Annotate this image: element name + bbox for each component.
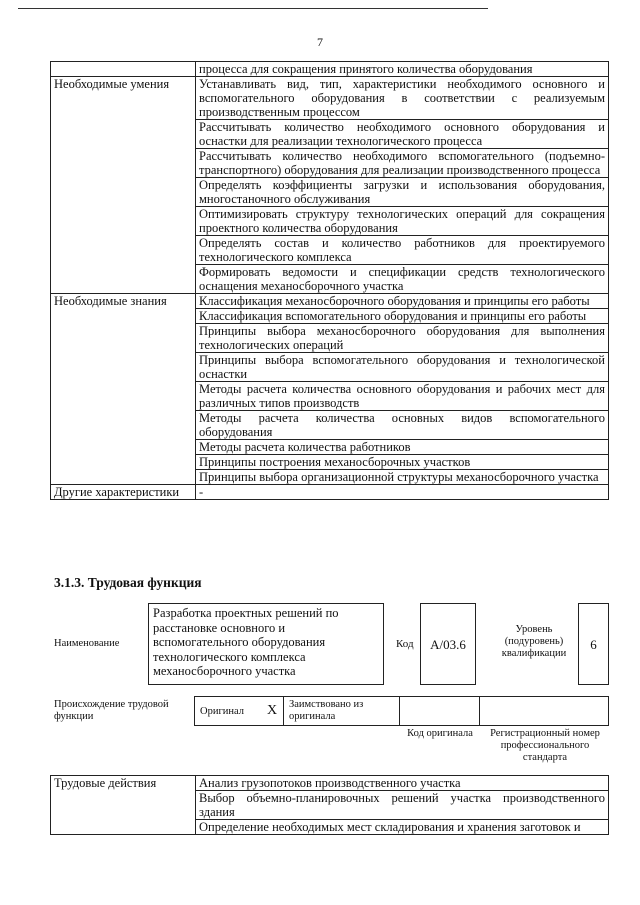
origin-label: Происхождение трудовой функции xyxy=(54,699,169,722)
original-cell xyxy=(194,696,284,726)
labor-action-text: Выбор объемно-планировочных решений участка производственного здания xyxy=(196,791,609,820)
knowledge-row-text: Методы расчета количества работников xyxy=(196,440,609,455)
knowledge-row-label: Необходимые знания xyxy=(51,294,196,485)
skills-knowledge-table xyxy=(50,61,609,500)
labor-action-text: Определение необходимых мест складирования и хранения заготовок и xyxy=(196,820,609,835)
knowledge-row-text: Принципы построения механосборочных участков xyxy=(196,455,609,470)
labor-actions-table xyxy=(50,775,609,835)
continuation-label xyxy=(51,62,196,77)
reg-number-cell xyxy=(479,696,609,726)
section-title: 3.1.3. Трудовая функция xyxy=(54,575,202,590)
knowledge-row-text: Принципы выбора организационной структуры механосборочного участка xyxy=(196,470,609,485)
skill-row-label: Необходимые умения xyxy=(51,77,196,294)
code-original-label: Код оригинала xyxy=(407,728,473,739)
continuation-row xyxy=(51,62,609,77)
knowledge-row-text: Принципы выбора механосборочного оборудования для выполнения технологических операций xyxy=(196,324,609,353)
borrowed-cell xyxy=(283,696,400,726)
continuation-text: процесса для сокращения принятого количества оборудования xyxy=(196,62,609,77)
borrowed-label: Заимствовано из оригинала xyxy=(289,699,364,722)
knowledge-row xyxy=(51,294,609,309)
level-box xyxy=(578,603,609,685)
skill-row-text: Рассчитывать количество необходимого вспомогательного (подъемно-транспортного) оборудования для реализации производственного процесса xyxy=(196,149,609,178)
skill-row xyxy=(51,77,609,120)
skill-row-text: Устанавливать вид, тип, характеристики необходимого основного и вспомогательного оборудования в соответствии с реализуемым производственным процессом xyxy=(196,77,609,120)
knowledge-row-text: Методы расчета количества основного оборудования и рабочих мест для различных типов производств xyxy=(196,382,609,411)
labor-action-text: Анализ грузопотоков производственного участка xyxy=(196,776,609,791)
name-value-box xyxy=(148,603,384,685)
name-label: Наименование xyxy=(54,638,120,649)
reg-number-label: Регистрационный номер профессионального стандарта xyxy=(490,728,600,763)
labor-action-row xyxy=(51,776,609,791)
skill-row-text: Оптимизировать структуру технологических операций для сокращения проектного количества оборудования xyxy=(196,207,609,236)
other-characteristics-row xyxy=(51,485,609,500)
other-characteristics-label: Другие характеристики xyxy=(51,485,196,500)
page-number: 7 xyxy=(317,35,323,49)
code-original-cell xyxy=(399,696,480,726)
original-label: Оригинал xyxy=(200,706,244,717)
labor-actions-label: Трудовые действия xyxy=(51,776,196,835)
code-box xyxy=(420,603,476,685)
code-value: А/03.6 xyxy=(430,637,466,652)
knowledge-row-text: Методы расчета количества основных видов вспомогательного оборудования xyxy=(196,411,609,440)
skill-row-text: Определять коэффициенты загрузки и использования оборудования, многостаночного обслуживания xyxy=(196,178,609,207)
skill-row-text: Формировать ведомости и спецификации средств технологического оснащения механосборочного участка xyxy=(196,265,609,294)
top-rule xyxy=(18,8,488,9)
knowledge-row-text: Классификация вспомогательного оборудования и принципы его работы xyxy=(196,309,609,324)
skill-row-text: Рассчитывать количество необходимого основного оборудования и оснастки для реализации технологического процесса xyxy=(196,120,609,149)
skill-row-text: Определять состав и количество работников для проектируемого технологического комплекса xyxy=(196,236,609,265)
name-value: Разработка проектных решений по расстановке основного и вспомогательного оборудования технологического комплекса механосборочного участка xyxy=(153,606,339,678)
knowledge-row-text: Принципы выбора вспомогательного оборудования и технологической оснастки xyxy=(196,353,609,382)
other-characteristics-value: - xyxy=(196,485,609,500)
level-value: 6 xyxy=(590,637,597,652)
code-label: Код xyxy=(396,638,414,650)
level-label: Уровень (подуровень) квалификации xyxy=(501,624,567,659)
original-mark: X xyxy=(267,703,278,718)
knowledge-row-text: Классификация механосборочного оборудования и принципы его работы xyxy=(196,294,609,309)
